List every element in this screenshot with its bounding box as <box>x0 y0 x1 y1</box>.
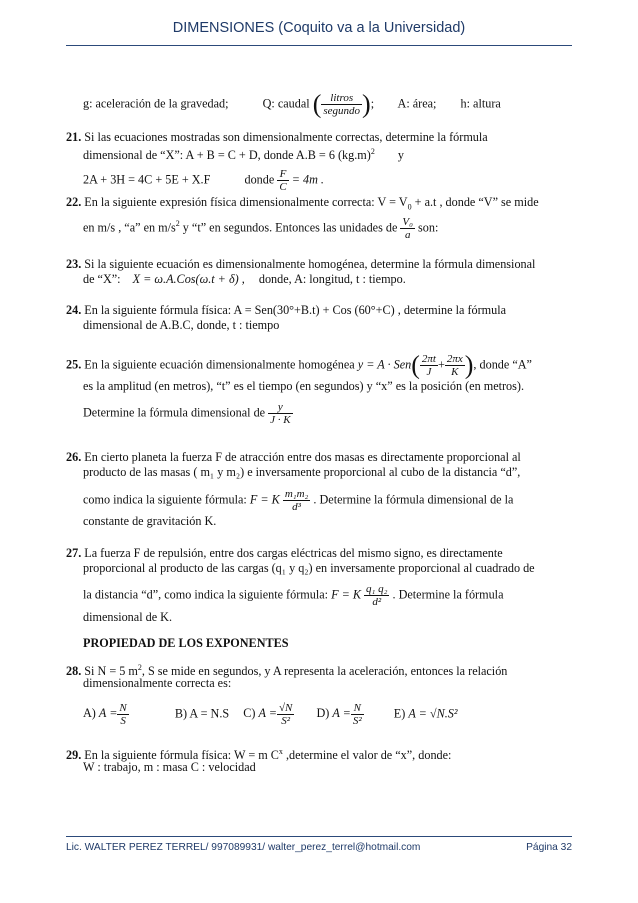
problem-25-line3: Determine la fórmula dimensional de $\frac{y}{J \cdot K}$ <box>83 401 291 426</box>
intro-h: h: altura <box>460 96 501 111</box>
q1q2-over-d2-fraction: $\frac{\text{q₁ q₂}}{\text{d²}}$ <box>366 583 388 608</box>
y-over-jk-fraction: $\frac{y}{J \cdot K}$ <box>270 401 291 426</box>
problem-27-line1: 27. La fuerza F de repulsión, entre dos cargas eléctricas del mismo signo, es directamente <box>66 546 503 560</box>
problem-27-line4: dimensional de K. <box>83 610 173 624</box>
problem-23-line1: 23. Si la siguiente ecuación es dimensionalmente homogénea, determine la fórmula dimensional <box>66 257 536 271</box>
option-e: E) A = √N.S² <box>393 706 458 721</box>
v0-over-a-fraction: $\frac{\text{V₀}}{a}$ <box>402 216 413 241</box>
2pi-t-over-j-fraction: $\frac{2\pi t}{J}$ <box>421 353 436 378</box>
option-a: A) A = $\frac{N}{S}$ <box>83 702 127 727</box>
problem-29-line2: W : trabajo, m : masa C : velocidad <box>83 760 256 774</box>
problem-21-line3: 2A + 3H = 4C + 5E + X.F donde $\frac{F}{C}$ = 4m . <box>83 168 324 193</box>
problem-26-line4: constante de gravitación K. <box>83 514 217 528</box>
intro-a: A: área; <box>397 96 437 111</box>
section-title: PROPIEDAD DE LOS EXPONENTES <box>83 636 289 650</box>
m1m2-over-d3-fraction: $\frac{\text{m₁m₂}}{\text{d³}}$ <box>284 488 309 513</box>
problem-29-line1: 29. En la siguiente fórmula física: W = m $C^x$ ,determine el valor de “x”, donde: <box>66 747 452 763</box>
problem-26-line3: como indica la siguiente fórmula: F = K $\frac{\text{m₁m₂}}{\text{d³}}$ . Determine la fórmula dimensional de la <box>83 488 514 513</box>
header-rule <box>66 45 572 46</box>
page-number: Página 32 <box>526 842 572 853</box>
option-b: B) A = N.S <box>174 706 230 721</box>
problem-24-line1: 24. En la siguiente fórmula física: A = Sen(30°+B.t) + Cos (60°+C) , determine la fórmula <box>66 303 507 317</box>
problem-26-line2: producto de las masas ( m₁ y m₂) e inversamente proporcional al cubo de la distancia “d”, <box>83 465 521 479</box>
intro-g: g: aceleración de la gravedad; <box>83 96 229 111</box>
page-footer <box>66 842 572 853</box>
2pi-x-over-k-fraction: $\frac{2\pi x}{K}$ <box>446 353 463 378</box>
page-header: DIMENSIONES (Coquito va a la Universidad) <box>172 20 466 36</box>
problem-25-line1: 25. En la siguiente ecuación dimensionalmente homogénea y = A · Sen( $\frac{2\pi t}{J}$ + $\frac{2\pi x}{K}$ ), donde “A” <box>66 350 532 380</box>
f-over-c-fraction: $\frac{F}{C}$ <box>279 168 287 193</box>
problem-21-line2: dimensional de “X”: A + B = C + D, donde A.B = 6 $(kg.m)^2$ y <box>83 147 404 163</box>
problem-28-line1: 28. Si N = 5 $m^2$, S se mide en segundos, y A representa la aceleración, entonces la relación <box>66 663 508 679</box>
problem-27-line2: proporcional al producto de las cargas (q₁ y q₂) en inversamente proporcional al cuadrado de <box>83 561 535 575</box>
problem-25-line2: es la amplitud (en metros), “t” es el tiempo (en segundos) y “x” es la posición (en metros). <box>83 379 524 393</box>
problem-27-line3: la distancia “d”, como indica la siguiente fórmula: F = K $\frac{\text{q₁ q₂}}{\text{d²}}$ . Determine la fórmula <box>83 583 504 608</box>
problem-22-line2: en m/s , “a” en $m/s^2$ y “t” en segundos. Entonces las unidades de $\frac{\text{V₀}}{a}$ son: <box>83 216 439 241</box>
option-d: D) A = $\frac{N}{\text{S²}}$ <box>316 702 362 727</box>
problem-28-line2: dimensionalmente correcta es: <box>83 676 232 690</box>
problem-22-line1: 22. En la siguiente expresión física dimensionalmente correcta: $V = V_0 + a.t$ , donde “V” se mide <box>66 195 539 212</box>
option-c: C) A = $\frac{√N}{\text{S²}}$ <box>243 702 293 727</box>
footer-rule <box>66 836 572 837</box>
footer-author: Lic. WALTER PEREZ TERREL/ 997089931/ walter_perez_terrel@hotmail.com <box>66 842 421 853</box>
intro-line: g: aceleración de la gravedad; Q: caudal ( litros segundo ); A: área; h: altura <box>83 89 501 119</box>
problem-24-line2: dimensional de A.B.C, donde, t : tiempo <box>83 318 280 332</box>
problem-28-options <box>83 702 458 727</box>
problem-23-line2: de “X”: X = ω.A.Cos(ω.t + δ) , donde, A: longitud, t : tiempo. <box>83 272 406 286</box>
problem-21-line1: 21. Si las ecuaciones mostradas son dimensionalmente correctas, determine la fórmula <box>66 130 488 144</box>
intro-q: Q: caudal <box>262 96 310 111</box>
problem-26-line1: 26. En cierto planeta la fuerza F de atracción entre dos masas es directamente proporcional al <box>66 450 521 464</box>
caudal-fraction: litros segundo <box>323 92 361 117</box>
